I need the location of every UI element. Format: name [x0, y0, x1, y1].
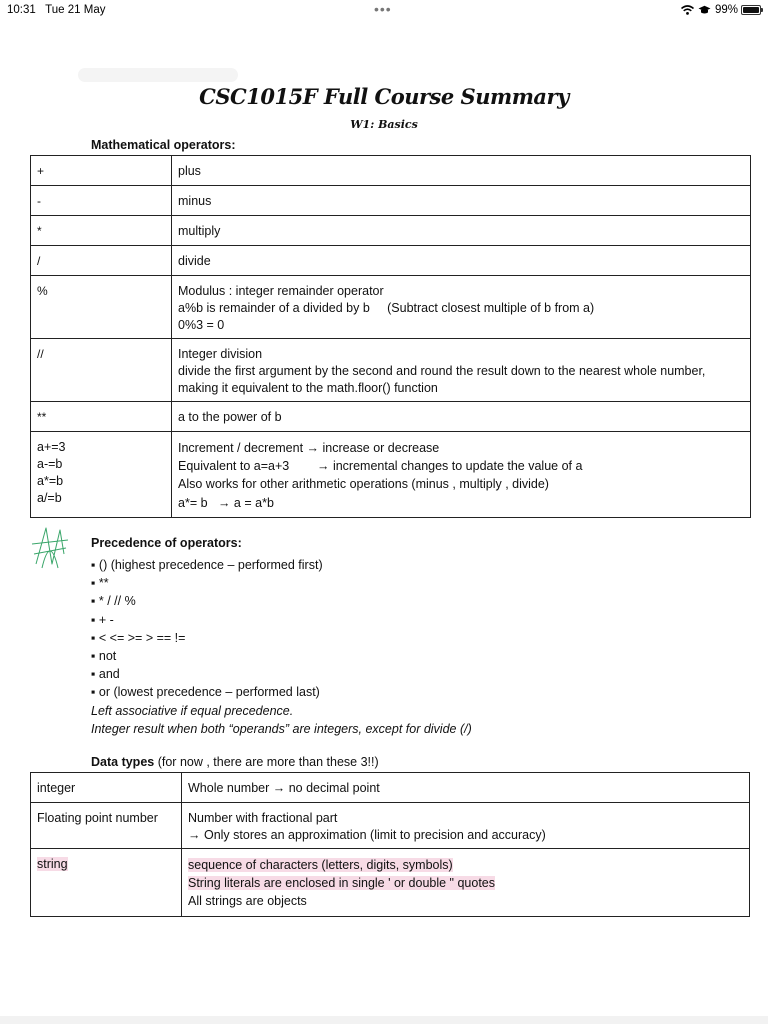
operator-symbol: a+=3 a-=b a*=b a/=b [31, 432, 172, 518]
table-row [31, 339, 751, 402]
status-bar [0, 0, 768, 22]
table-row [31, 156, 751, 186]
table-row [31, 216, 751, 246]
list-item: ▪ () (highest precedence – performed first) [91, 558, 323, 572]
page-title: CSC1015F Full Course Summary [199, 84, 569, 109]
data-types-note: (for now , there are more than these 3!!) [157, 755, 379, 769]
operator-description: plus [172, 156, 751, 186]
operator-symbol: / [31, 246, 172, 276]
highlighted-text: string [37, 857, 68, 871]
operator-symbol: % [31, 276, 172, 339]
data-type-name: integer [31, 773, 182, 803]
graduation-cap-icon [698, 5, 711, 15]
list-item: ▪ < <= >= > == != [91, 630, 186, 645]
highlighted-text: String literals are enclosed in single ' or double " quotes [188, 876, 496, 890]
battery-percent: 99% [714, 4, 738, 16]
data-type-name: Floating point number [31, 803, 182, 849]
precedence-note: Left associative if equal precedence. [91, 703, 294, 718]
list-item: ▪ + - [91, 612, 114, 627]
precedence-list [91, 556, 472, 738]
multitasking-dots[interactable]: ••• [374, 1, 392, 17]
operator-description: minus [172, 186, 751, 216]
bottom-edge [0, 1016, 768, 1024]
math-operators-table [30, 155, 751, 518]
operator-description: a to the power of b [172, 402, 751, 432]
table-row [31, 432, 751, 518]
data-type-description: Number with fractional part → Only stores an approximation (limit to precision and accuracy) [182, 803, 750, 849]
data-types-heading: Data types (for now , there are more than these 3!!) [91, 755, 379, 769]
operator-description: divide [172, 246, 751, 276]
wifi-icon [681, 5, 694, 15]
operator-description: Integer division divide the first argument by the second and round the result down to the nearest whole number, making it equivalent to the math.floor() function [172, 339, 751, 402]
operator-symbol: ** [31, 402, 172, 432]
operator-symbol: - [31, 186, 172, 216]
list-item: ▪ ** [91, 576, 109, 591]
table-row [31, 246, 751, 276]
operator-description: Increment / decrement → increase or decrease Equivalent to a=a+3 → incremental changes to update the value of a Also works for other arithmetic operations (minus , multiply , divide) a*= b → a = a*b [172, 432, 751, 518]
precedence-heading: Precedence of operators: [91, 536, 242, 550]
operator-description: multiply [172, 216, 751, 246]
table-row [31, 773, 750, 803]
data-type-description: Whole number → no decimal point [182, 773, 750, 803]
battery-icon [741, 5, 761, 15]
data-type-description: sequence of characters (letters, digits, symbols) String literals are enclosed in single ' or double " quotes All strings are objects [182, 849, 750, 917]
data-type-name [31, 849, 182, 917]
table-row [31, 849, 750, 917]
handwritten-scribble [30, 524, 70, 572]
operator-symbol: // [31, 339, 172, 402]
list-item: ▪ or (lowest precedence – performed last) [91, 685, 320, 700]
operator-symbol: * [31, 216, 172, 246]
table-row [31, 186, 751, 216]
table-row [31, 276, 751, 339]
list-item: ▪ and [91, 667, 120, 682]
table-row [31, 803, 750, 849]
table-row [31, 402, 751, 432]
highlighted-text: sequence of characters (letters, digits, symbols) [188, 858, 453, 872]
status-time: 10:31 Tue 21 May [7, 4, 106, 16]
operator-description: Modulus : integer remainder operator a%b is remainder of a divided by b (Subtract closest multiple of b from a) 0%3 = 0 [172, 276, 751, 339]
precedence-note: Integer result when both “operands” are integers, except for divide (/) [91, 721, 472, 736]
data-types-table [30, 772, 750, 917]
erased-mark [78, 68, 238, 82]
page-subtitle: W1: Basics [350, 118, 418, 131]
list-item: ▪ * / // % [91, 594, 136, 609]
operator-symbol: + [31, 156, 172, 186]
math-operators-heading: Mathematical operators: [91, 138, 236, 152]
status-right [681, 4, 738, 16]
list-item: ▪ not [91, 649, 117, 664]
